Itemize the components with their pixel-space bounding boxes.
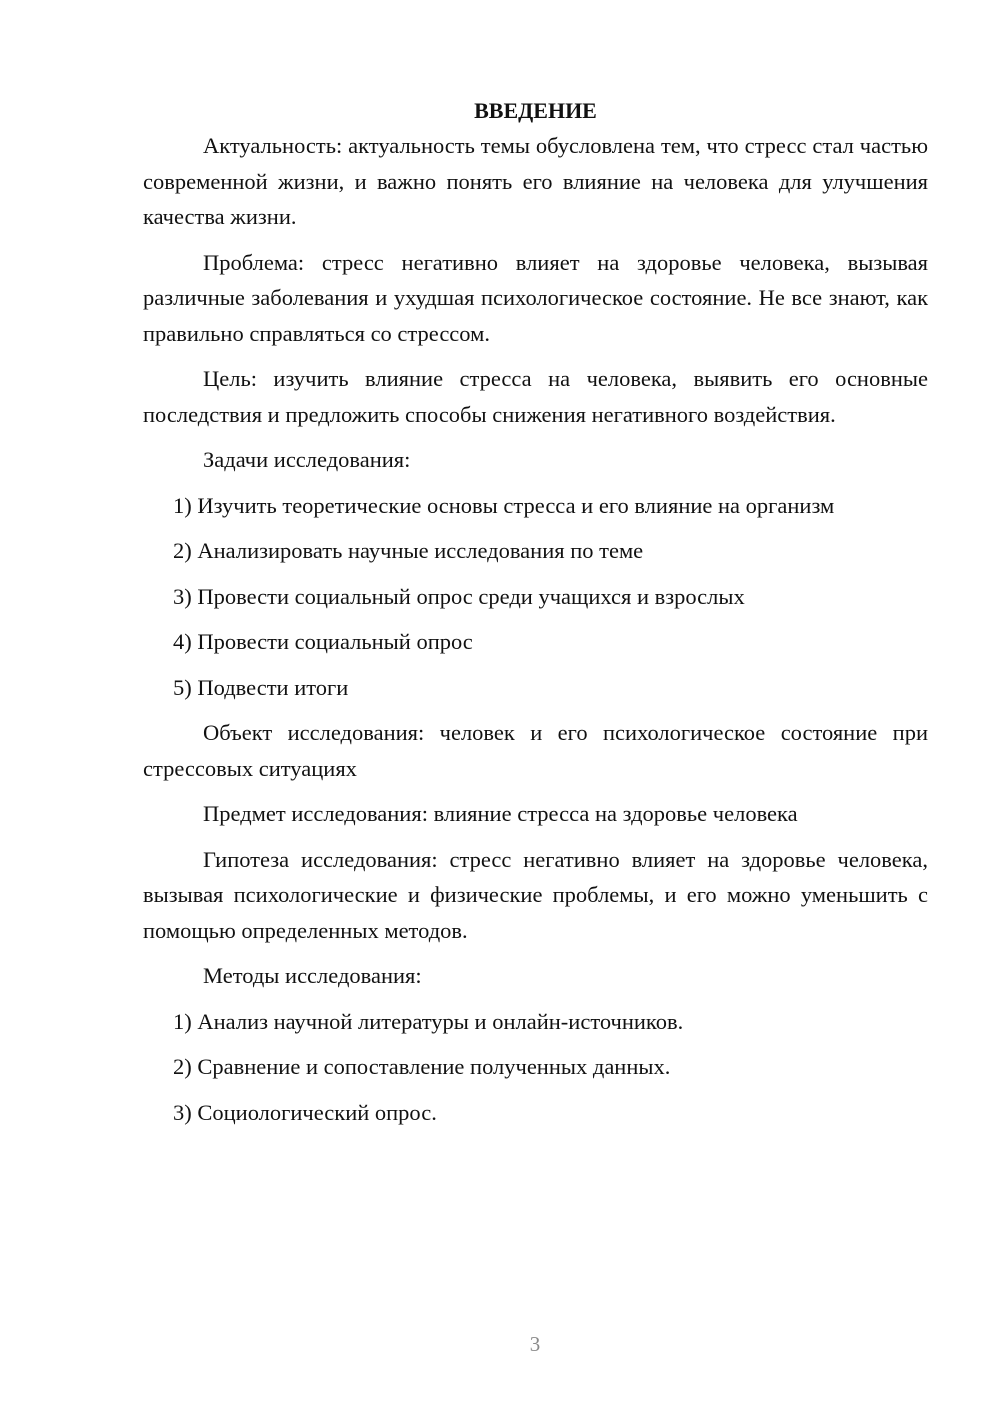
list-item: 3) Социологический опрос. xyxy=(173,1099,437,1125)
paragraph-relevance: Актуальность: актуальность темы обусловлена тем, что стресс стал частью современной жизни, и важно понять его влияние на человека для улучшения качества жизни. xyxy=(143,133,928,229)
document-page xyxy=(143,94,928,1140)
tasks-list xyxy=(143,488,928,706)
paragraph-tasks-title: Задачи исследования: xyxy=(203,447,411,472)
list-item: 4) Провести социальный опрос xyxy=(173,629,473,654)
list-item: 5) Подвести итоги xyxy=(173,674,349,700)
paragraph-subject: Предмет исследования: влияние стресса на здоровье человека xyxy=(203,801,798,826)
section-heading: ВВЕДЕНИЕ xyxy=(474,98,597,123)
paragraph-object: Объект исследования: человек и его психологическое состояние при стрессовых ситуациях xyxy=(143,720,928,781)
list-item: 1) Изучить теоретические основы стресса и его влияние на организм xyxy=(173,492,835,518)
paragraph-goal: Цель: изучить влияние стресса на человека, выявить его основные последствия и предложить способы снижения негативного воздействия. xyxy=(143,366,928,427)
paragraph-problem: Проблема: стресс негативно влияет на здоровье человека, вызывая различные заболевания и ухудшая психологическое состояние. Не все знают, как правильно справляться со стрессом. xyxy=(143,249,928,346)
paragraph-hypothesis: Гипотеза исследования: стресс негативно влияет на здоровье человека, вызывая психологические и физические проблемы, и его можно уменьшить с помощью определенных методов. xyxy=(143,846,928,943)
list-item: 1) Анализ научной литературы и онлайн-источников. xyxy=(173,1008,684,1034)
paragraph-methods-title: Методы исследования: xyxy=(203,963,422,988)
list-item: 3) Провести социальный опрос среди учащихся и взрослых xyxy=(173,583,745,609)
methods-list xyxy=(143,1004,928,1131)
list-item: 2) Сравнение и сопоставление полученных данных. xyxy=(173,1054,671,1079)
page-number: 3 xyxy=(529,1332,541,1356)
list-item: 2) Анализировать научные исследования по теме xyxy=(173,538,644,563)
